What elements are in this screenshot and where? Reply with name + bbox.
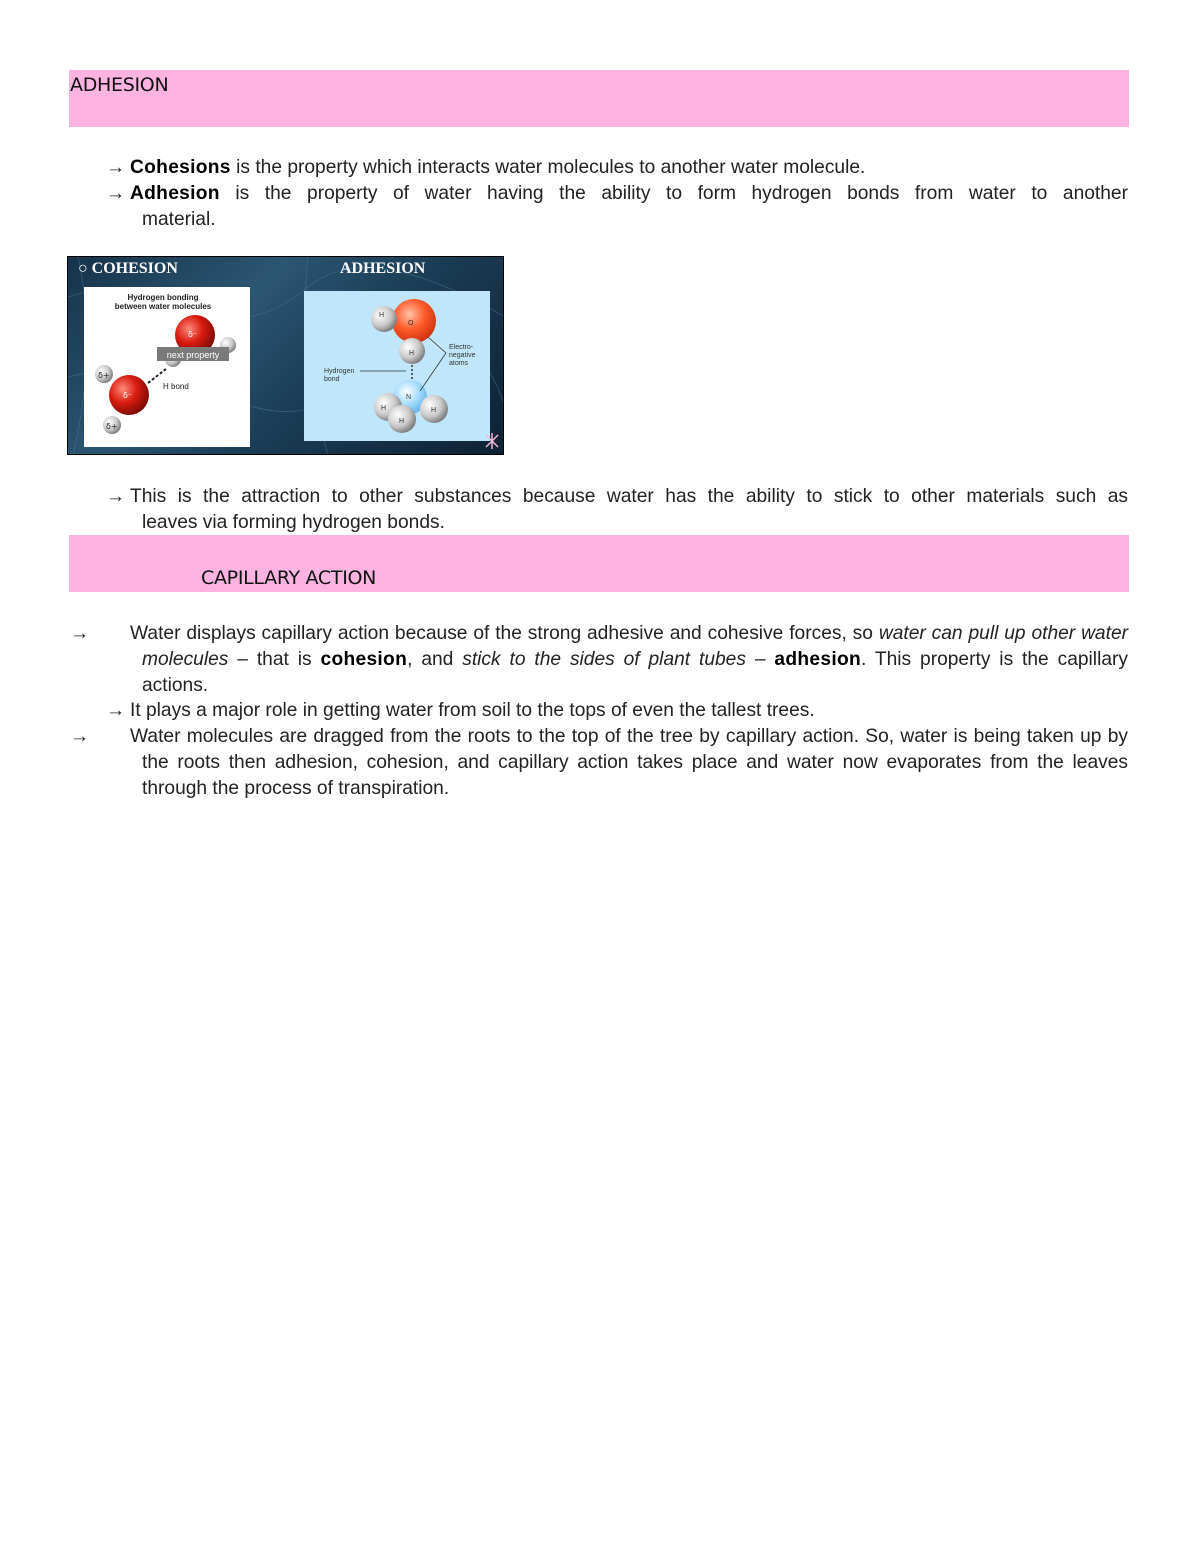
cohesions-term: Cohesions xyxy=(130,157,231,178)
hydrogen-bond-label-1: Hydrogen xyxy=(324,368,355,375)
adhesion-heading-band xyxy=(69,70,1129,127)
arrow-icon: → xyxy=(106,486,126,507)
capillary-text: – that is xyxy=(228,649,321,670)
next-property-label: next property xyxy=(166,350,220,360)
capillary-paragraph-2 xyxy=(106,698,1128,724)
adhesion-heading: ADHESION xyxy=(70,74,169,96)
cohesion-definition-text: is the property which interacts water molecules to another water molecule. xyxy=(230,157,866,178)
cohesion-adhesion-figure xyxy=(67,256,504,455)
arrow-icon: → xyxy=(70,726,90,747)
capillary-paragraph-3 xyxy=(70,724,1128,802)
atom-n-label: N xyxy=(406,394,412,401)
adhesion-term: adhesion xyxy=(774,649,862,670)
adhesion-definition xyxy=(106,181,1128,233)
delta-plus-label: δ+ xyxy=(106,422,118,431)
cohesion-caption-line-2: between water molecules xyxy=(114,302,212,311)
cohesion-title: ○ COHESION xyxy=(78,260,178,277)
cohesion-caption-line-1: Hydrogen bonding xyxy=(127,293,199,302)
cohesion-term: cohesion xyxy=(320,649,408,670)
arrow-icon: → xyxy=(106,700,126,721)
electronegative-label-1: Electro- xyxy=(449,344,474,351)
adhesion-definition-continued: material. xyxy=(142,209,216,230)
attraction-text-line-1: This is the attraction to other substances because water has the ability to stick to other materials such as xyxy=(130,486,1128,507)
h-bond-label: H bond xyxy=(163,382,189,391)
capillary-text: . This property is the capillary actions. xyxy=(142,649,1128,696)
capillary-italic-cohesion-phrase: water can pull up other water molecules xyxy=(142,623,1128,670)
delta-plus-label: δ+ xyxy=(98,371,110,380)
cohesion-adhesion-diagram xyxy=(68,257,504,455)
delta-minus-label: δ⁻ xyxy=(123,391,133,400)
capillary-paragraph-1 xyxy=(70,621,1128,699)
atom-o-label: O xyxy=(408,320,414,327)
cohesion-definition xyxy=(106,155,1128,181)
attraction-paragraph xyxy=(106,484,1128,536)
capillary-text: – xyxy=(745,649,775,670)
hydrogen-bond-label-2: bond xyxy=(324,376,340,383)
capillary-text: Water displays capillary action because of the strong adhesive and cohesive forces, so xyxy=(130,623,879,644)
capillary-text: , and xyxy=(407,649,463,670)
adhesion-title: ADHESION xyxy=(340,260,426,277)
atom-h-label: H xyxy=(379,312,385,319)
atom-h-label: H xyxy=(381,405,387,412)
oxygen-atom xyxy=(392,299,436,343)
atom-h-label: H xyxy=(409,350,415,357)
capillary-heading: CAPILLARY ACTION xyxy=(201,567,377,589)
hydrogen-atom xyxy=(371,306,397,332)
delta-minus-label: δ⁻ xyxy=(188,330,198,339)
electronegative-label-2: negative xyxy=(449,352,476,359)
arrow-icon: → xyxy=(70,623,90,644)
arrow-icon: → xyxy=(106,183,126,204)
capillary-text: It plays a major role in getting water from soil to the tops of even the tallest trees. xyxy=(130,700,815,721)
adhesion-definition-text: is the property of water having the ability to form hydrogen bonds from water to another xyxy=(219,183,1128,204)
atom-h-label: H xyxy=(399,418,405,425)
adhesion-term: Adhesion xyxy=(130,183,220,204)
capillary-italic-adhesion-phrase: stick to the sides of plant tubes xyxy=(462,649,746,670)
capillary-text: Water molecules are dragged from the roots to the top of the tree by capillary action. So, water is being taken up by the roots then adhesion, cohesion, and capillary action takes place and water now evaporates from the leaves through the process of transpiration. xyxy=(130,726,1128,799)
attraction-text-line-2: leaves via forming hydrogen bonds. xyxy=(142,512,445,533)
electronegative-label-3: atoms xyxy=(449,360,469,367)
atom-h-label: H xyxy=(431,407,437,414)
arrow-icon: → xyxy=(106,157,126,178)
